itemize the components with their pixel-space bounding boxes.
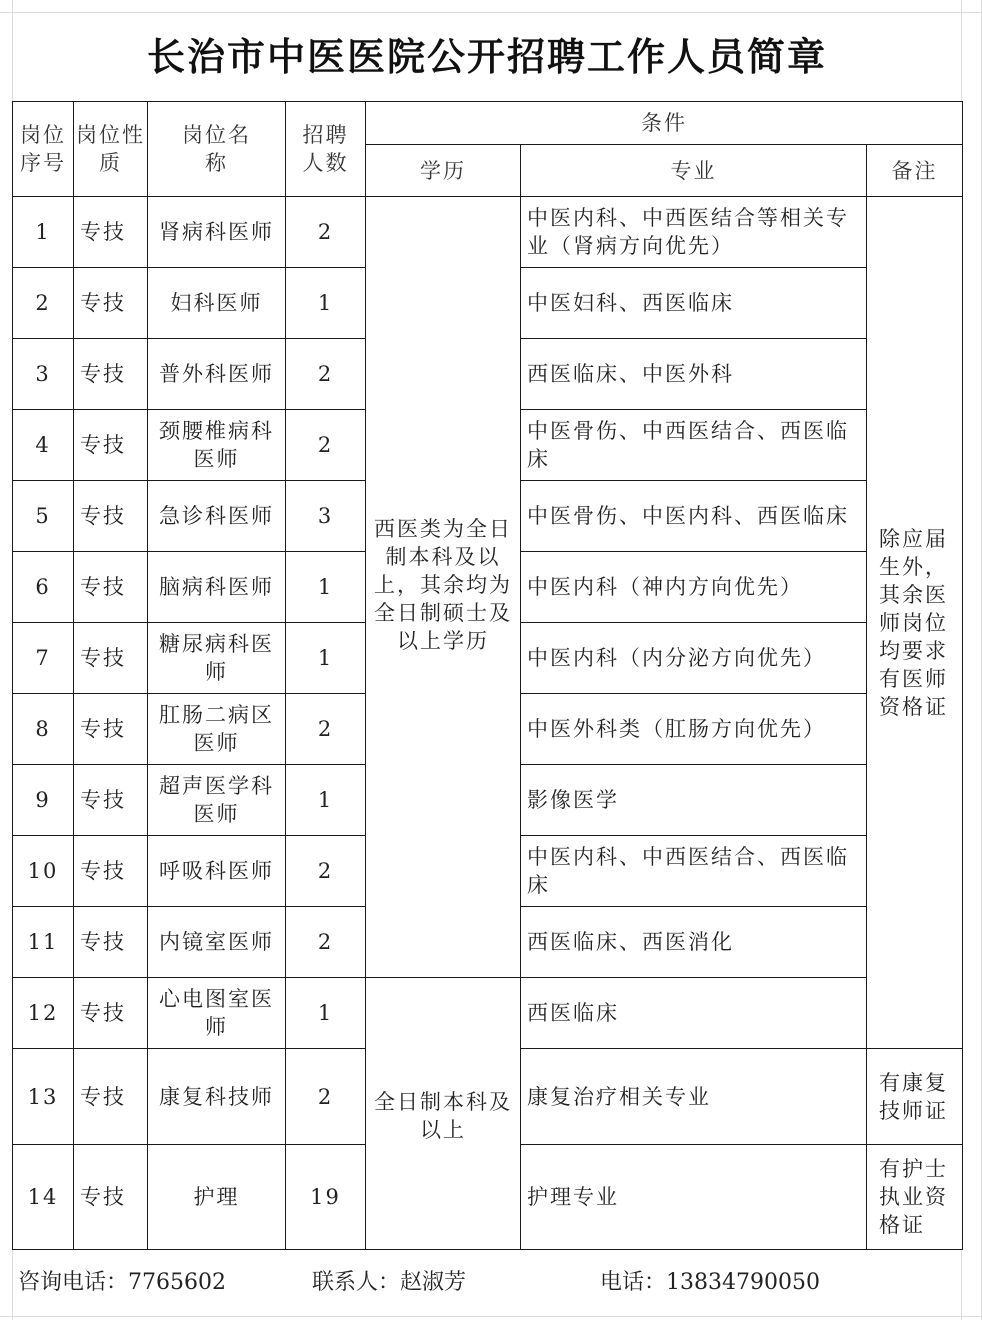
position-name-cell: 肛肠二病区医师 [148,694,286,765]
header-name: 岗位名称 [148,102,286,197]
count-cell: 3 [286,481,366,552]
table-row [13,978,963,1049]
seq-cell: 9 [13,765,74,836]
count-cell: 2 [286,1049,366,1145]
seq-cell: 5 [13,481,74,552]
position-name-cell: 脑病科医师 [148,552,286,623]
nature-cell: 专技 [74,410,148,481]
position-name-cell: 妇科医师 [148,268,286,339]
nature-cell: 专技 [74,1049,148,1145]
major-cell: 中医骨伤、中医内科、西医临床 [521,481,867,552]
contact-person: 联系人：赵淑芳 [312,1270,467,1295]
header-seq: 岗位序号 [13,102,74,197]
position-name-cell: 颈腰椎病科医师 [148,410,286,481]
nature-cell: 专技 [74,907,148,978]
education-cell: 西医类为全日制本科及以上，其余均为全日制硕士及以上学历 [366,197,521,978]
major-cell: 西医临床、西医消化 [521,907,867,978]
nature-cell: 专技 [74,765,148,836]
major-cell: 中医外科类（肛肠方向优先） [521,694,867,765]
major-cell: 西医临床 [521,978,867,1049]
count-cell: 1 [286,552,366,623]
header-nature: 岗位性质 [74,102,148,197]
major-cell: 护理专业 [521,1145,867,1250]
seq-cell: 12 [13,978,74,1049]
position-name-cell: 康复科技师 [148,1049,286,1145]
header-major: 专业 [521,145,867,197]
count-cell: 1 [286,268,366,339]
count-cell: 1 [286,978,366,1049]
header-education: 学历 [366,145,521,197]
count-cell: 1 [286,623,366,694]
seq-cell: 3 [13,339,74,410]
nature-cell: 专技 [74,552,148,623]
seq-cell: 2 [13,268,74,339]
nature-cell: 专技 [74,197,148,268]
major-cell: 中医妇科、西医临床 [521,268,867,339]
seq-cell: 14 [13,1145,74,1250]
contact-footer [12,1252,962,1314]
position-name-cell: 护理 [148,1145,286,1250]
position-name-cell: 肾病科医师 [148,197,286,268]
table-row [13,197,963,268]
major-cell: 康复治疗相关专业 [521,1049,867,1145]
seq-cell: 11 [13,907,74,978]
nature-cell: 专技 [74,694,148,765]
page-title: 长治市中医医院公开招聘工作人员简章 [146,35,827,79]
position-name-cell: 心电图室医师 [148,978,286,1049]
contact-phone: 电话：13834790050 [600,1270,820,1295]
seq-cell: 6 [13,552,74,623]
note-cell: 有护士执业资格证 [867,1145,963,1250]
seq-cell: 8 [13,694,74,765]
seq-cell: 4 [13,410,74,481]
major-cell: 中医内科、中西医结合、西医临床 [521,836,867,907]
major-cell: 中医内科（内分泌方向优先） [521,623,867,694]
consult-phone: 咨询电话：7765602 [18,1270,226,1295]
major-cell: 中医骨伤、中西医结合、西医临床 [521,410,867,481]
nature-cell: 专技 [74,339,148,410]
note-cell: 有康复技师证 [867,1049,963,1145]
note-cell: 除应届生外，其余医师岗位均要求有医师资格证 [867,197,963,1049]
position-name-cell: 急诊科医师 [148,481,286,552]
gridline [0,1316,982,1317]
nature-cell: 专技 [74,268,148,339]
position-name-cell: 糖尿病科医师 [148,623,286,694]
position-name-cell: 内镜室医师 [148,907,286,978]
header-note: 备注 [867,145,963,197]
major-cell: 中医内科、中西医结合等相关专业（肾病方向优先） [521,197,867,268]
seq-cell: 7 [13,623,74,694]
major-cell: 中医内科（神内方向优先） [521,552,867,623]
seq-cell: 13 [13,1049,74,1145]
header-count: 招聘人数 [286,102,366,197]
nature-cell: 专技 [74,978,148,1049]
count-cell: 2 [286,694,366,765]
position-name-cell: 超声医学科医师 [148,765,286,836]
count-cell: 2 [286,836,366,907]
nature-cell: 专技 [74,623,148,694]
nature-cell: 专技 [74,1145,148,1250]
count-cell: 2 [286,907,366,978]
count-cell: 2 [286,197,366,268]
count-cell: 2 [286,339,366,410]
major-cell: 西医临床、中医外科 [521,339,867,410]
seq-cell: 10 [13,836,74,907]
major-cell: 影像医学 [521,765,867,836]
nature-cell: 专技 [74,836,148,907]
header-conditions: 条件 [366,102,963,145]
count-cell: 1 [286,765,366,836]
education-cell: 全日制本科及以上 [366,978,521,1250]
count-cell: 2 [286,410,366,481]
nature-cell: 专技 [74,481,148,552]
position-name-cell: 呼吸科医师 [148,836,286,907]
recruitment-table [12,101,963,1250]
position-name-cell: 普外科医师 [148,339,286,410]
seq-cell: 1 [13,197,74,268]
count-cell: 19 [286,1145,366,1250]
